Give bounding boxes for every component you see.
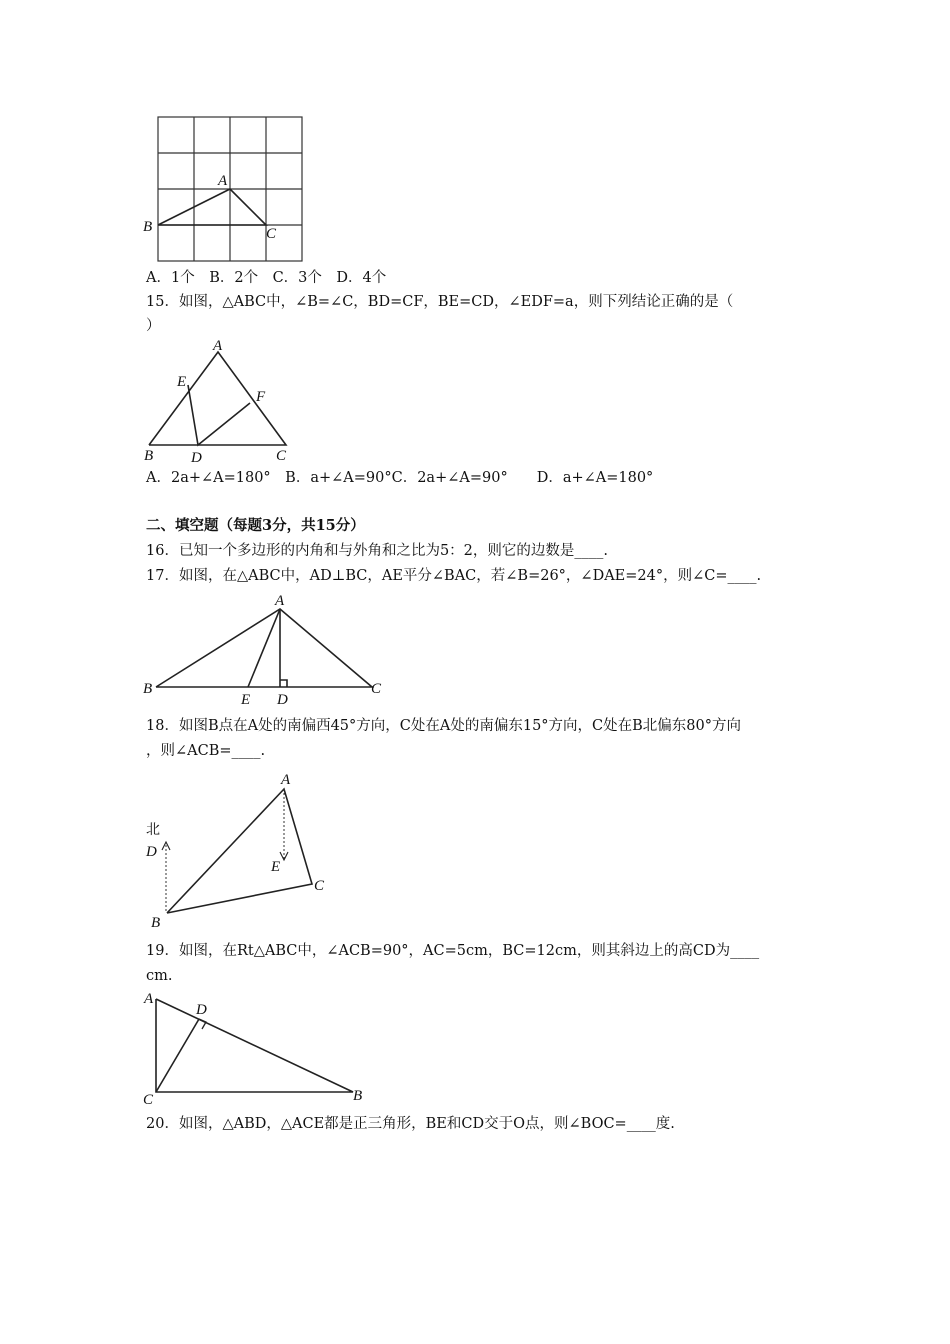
label-d: D: [191, 450, 202, 466]
label-d: D: [196, 1002, 207, 1018]
label-e: E: [177, 374, 187, 390]
q19-stem-end: cm.: [146, 968, 173, 984]
q19-stem: 19．如图，在Rt△ABC中，∠ACB=90°，AC=5cm，BC=12cm，则其斜边上的高CD为____: [146, 943, 760, 959]
label-c: C: [371, 681, 382, 697]
q17-stem: 17．如图，在△ABC中，AD⊥BC，AE平分∠BAC，若∠B=26°，∠DAE=24°，则∠C=____.: [146, 568, 762, 584]
label-c: C: [143, 1092, 154, 1108]
label-c: C: [314, 878, 325, 894]
label-b: B: [151, 915, 161, 931]
q17-triangle-figure: [140, 592, 390, 707]
label-e: E: [241, 692, 251, 708]
label-f: F: [256, 389, 266, 405]
label-a: A: [144, 991, 154, 1007]
q20-stem: 20．如图，△ABD，△ACE都是正三角形，BE和CD交于O点，则∠BOC=____度.: [146, 1116, 675, 1132]
label-d: D: [146, 844, 157, 860]
label-a: A: [275, 593, 285, 609]
label-b: B: [144, 448, 154, 464]
label-a: A: [281, 772, 291, 788]
label-b: B: [143, 219, 153, 235]
q15-stem-end: ）: [146, 318, 161, 334]
q15-stem: 15．如图，△ABC中，∠B=∠C，BD=CF，BE=CD，∠EDF=a，则下列结论正确的是（: [146, 294, 734, 310]
label-c: C: [276, 448, 287, 464]
q14-options: A．1个 B．2个 C．3个 D．4个: [146, 270, 387, 286]
q19-right-triangle-figure: [140, 990, 380, 1108]
q16-stem: 16．已知一个多边形的内角和与外角和之比为5：2，则它的边数是____.: [146, 543, 609, 559]
q18-stem: 18．如图B点在A处的南偏西45°方向，C处在A处的南偏东15°方向，C处在B北偏东80°方向: [146, 718, 741, 734]
q18-direction-figure: [140, 768, 340, 933]
label-c: C: [266, 226, 277, 242]
label-e: E: [271, 859, 281, 875]
q15-options: A．2a+∠A=180° B．a+∠A=90°C．2a+∠A=90° D．a+∠A=180°: [146, 470, 654, 486]
label-a: A: [213, 338, 223, 354]
q15-triangle-figure: [140, 338, 300, 466]
q14-grid-figure: [140, 115, 310, 265]
label-a: A: [218, 173, 228, 189]
label-b: B: [143, 681, 153, 697]
label-b: B: [353, 1088, 363, 1104]
section-title: 二、填空题（每题3分，共15分）: [146, 517, 365, 534]
label-d: D: [277, 692, 288, 708]
triangle-abc: [158, 189, 266, 225]
label-north: 北: [146, 822, 160, 838]
q18-stem-end: ，则∠ACB=____.: [146, 743, 266, 759]
